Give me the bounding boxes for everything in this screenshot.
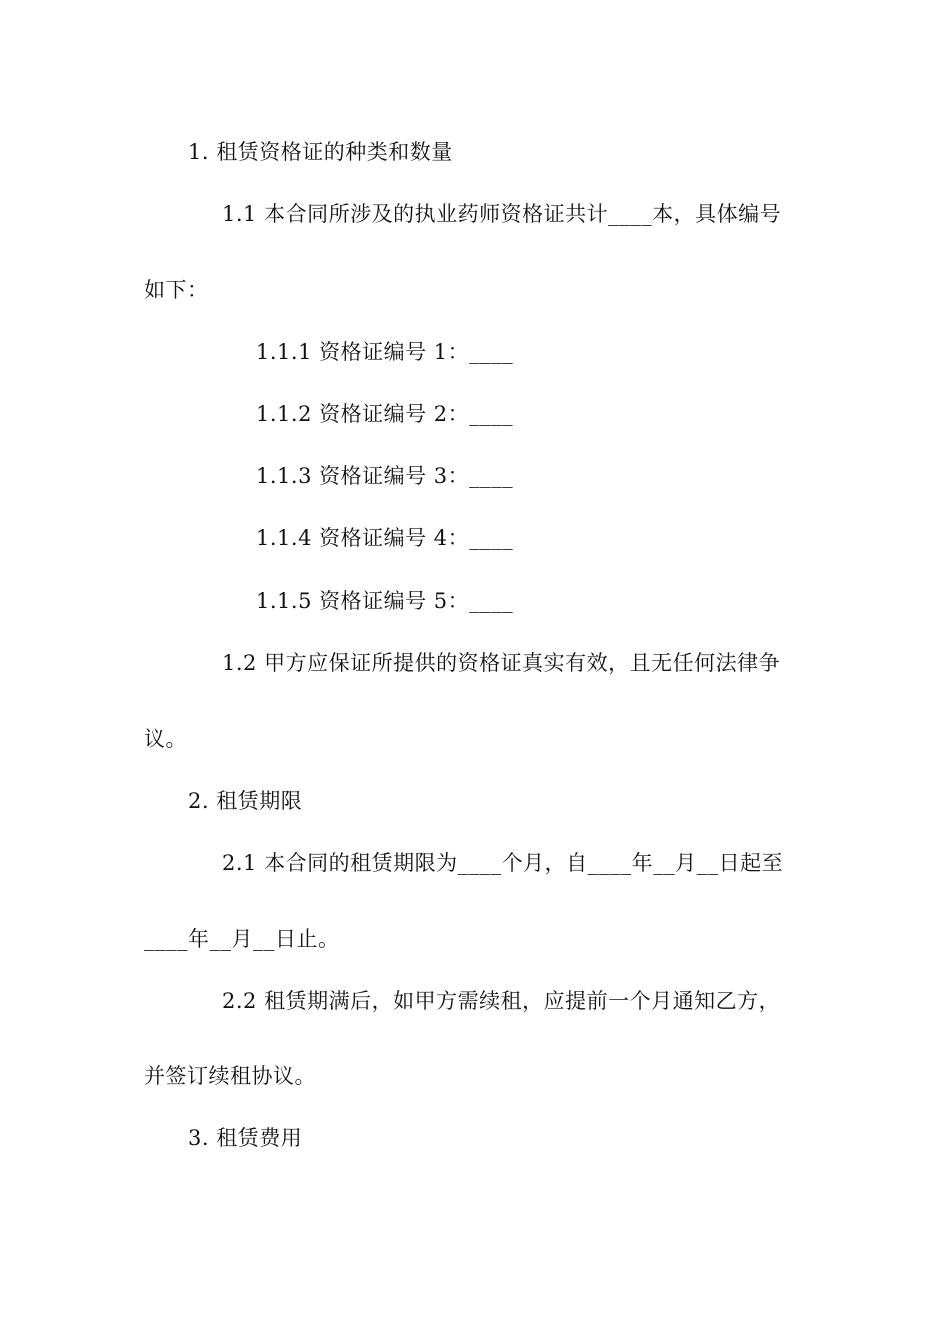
certificate-number-4: 1.1.4 资格证编号 4：____ — [256, 526, 514, 550]
certificate-number-1: 1.1.1 资格证编号 1：____ — [256, 340, 514, 364]
clause-1-2-continuation: 议。 — [144, 727, 187, 751]
section-heading-3: 3. 租赁费用 — [188, 1126, 303, 1150]
certificate-number-3: 1.1.3 资格证编号 3：____ — [256, 464, 514, 488]
section-heading-2: 2. 租赁期限 — [188, 789, 303, 813]
clause-1-1: 1.1 本合同所涉及的执业药师资格证共计____本，具体编号 — [222, 202, 782, 226]
certificate-number-2: 1.1.2 资格证编号 2：____ — [256, 402, 514, 426]
clause-2-2: 2.2 租赁期满后，如甲方需续租，应提前一个月通知乙方， — [222, 989, 781, 1013]
clause-2-1-continuation: ____年__月__日止。 — [144, 927, 340, 951]
clause-1-1-continuation: 如下： — [144, 278, 209, 302]
clause-2-1: 2.1 本合同的租赁期限为____个月，自____年__月__日起至 — [222, 851, 784, 875]
section-heading-1: 1. 租赁资格证的种类和数量 — [188, 140, 453, 164]
certificate-number-5: 1.1.5 资格证编号 5：____ — [256, 589, 514, 613]
clause-1-2: 1.2 甲方应保证所提供的资格证真实有效，且无任何法律争 — [222, 651, 781, 675]
clause-2-2-continuation: 并签订续租协议。 — [144, 1064, 316, 1088]
